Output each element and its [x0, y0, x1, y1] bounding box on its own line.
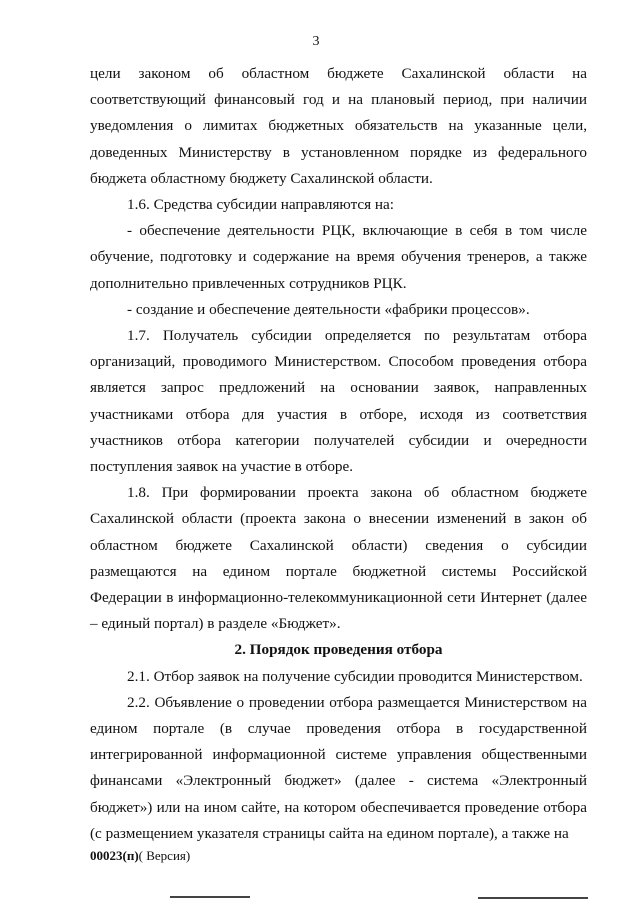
document-footer: [90, 848, 190, 864]
page-number: 3: [312, 34, 320, 49]
scan-artifact-left: [170, 896, 250, 898]
scan-artifact-right: [478, 897, 588, 899]
paragraph-1-7: 1.7. Получатель субсидии определяется по результатам отбора организаций, проводимого Министерством. Способом проведения отбора является запрос предложений на основании заявок, направленных участниками отбора для участия в отборе, исходя из соответствия участников отбора категории получателей субсидии и очередности поступления заявок на участие в отборе.: [90, 327, 587, 476]
paragraph-2-1: 2.1. Отбор заявок на получение субсидии проводится Министерством.: [127, 667, 583, 685]
section-heading: 2. Порядок проведения отбора: [234, 641, 443, 659]
paragraph-rck-activity: - обеспечение деятельности РЦК, включающие в себя в том числе обучение, подготовку и содержание на время обучения тренеров, а также дополнительно привлеченных сотрудников РЦК.: [90, 222, 587, 292]
footer-version: ( Версия): [138, 848, 191, 863]
paragraph-continuation: цели законом об областном бюджете Сахалинской области на соответствующий финансовый год и на плановый период, при наличии уведомления о лимитах бюджетных обязательств на указанные цели, доведенных Министерству в установленном порядке из федерального бюджета областному бюджету Сахалинской области.: [90, 65, 587, 187]
paragraph-1-8: 1.8. При формировании проекта закона об областном бюджете Сахалинской области (проекта закона о внесении изменений в закон об областном бюджете Сахалинской области) сведения о субсидии размещаются на едином портале бюджетной системы Российской Федерации в информационно-телекоммуникационной сети Интернет (далее – единый портал) в разделе «Бюджет».: [90, 484, 587, 633]
footer-code: 00023(п): [90, 848, 139, 863]
paragraph-process-factory: - создание и обеспечение деятельности «фабрики процессов».: [127, 300, 530, 318]
paragraph-1-6: 1.6. Средства субсидии направляются на:: [127, 196, 395, 214]
document-body: [90, 61, 587, 847]
paragraph-2-2: 2.2. Объявление о проведении отбора размещается Министерством на едином портале (в случае проведения отбора в государственной интегрированной информационной системе управления общественными финансами «Электронный бюджет» (далее - система «Электронный бюджет») или на ином сайте, на котором обеспечивается проведение отбора (с размещением указателя страницы сайта на едином портале), а также на: [90, 693, 587, 842]
